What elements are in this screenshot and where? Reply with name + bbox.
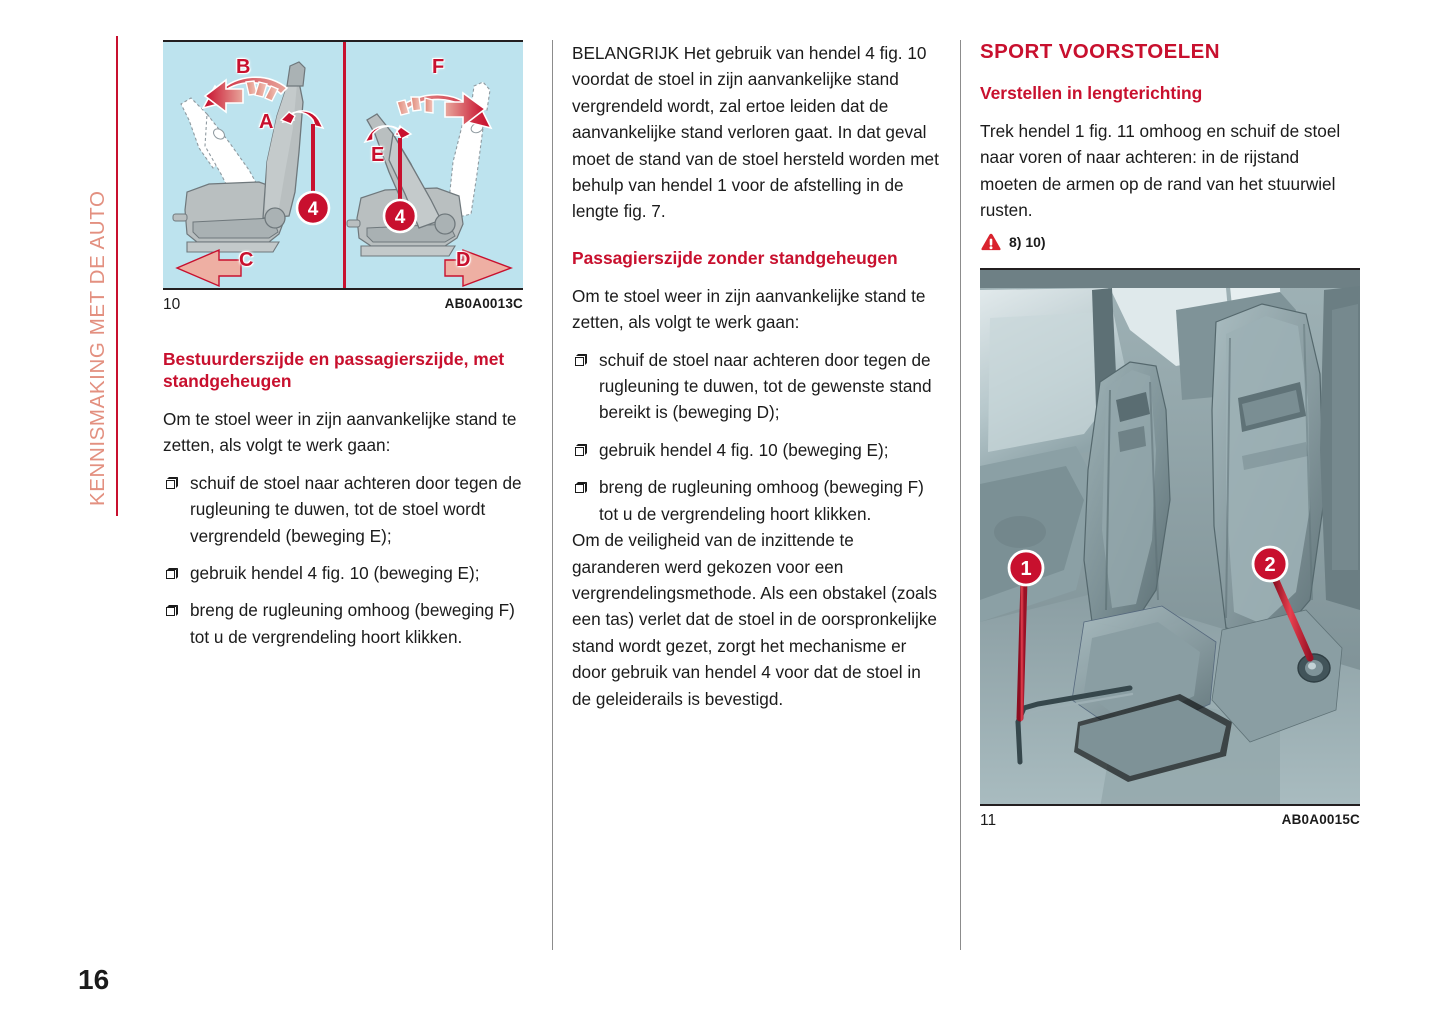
- section-title: SPORT VOORSTOELEN: [980, 40, 1220, 63]
- warning-reference-text: 8) 10): [1009, 233, 1046, 250]
- left-column-intro: Om te stoel weer in zijn aanvankelijke stand te zetten, als volgt te werk gaan:: [163, 409, 517, 456]
- figure-10-caption: [163, 290, 523, 320]
- figure-10-label-B: B: [236, 56, 251, 78]
- cube-bullet-icon: [575, 444, 586, 455]
- list-item-text: breng de rugleuning omhoog (beweging F) tot u de vergrendeling hoort klikken.: [599, 477, 924, 524]
- figure-10: [163, 40, 523, 320]
- list-item: [163, 470, 523, 549]
- chapter-side-tab-label: KENNISMAKING MET DE AUTO: [86, 190, 109, 506]
- list-item-text: schuif de stoel naar achteren door tegen de rugleuning te duwen, tot de gewenste stand bereikt is (beweging D);: [599, 349, 932, 423]
- figure-10-number: 10: [163, 296, 181, 313]
- column-divider-right: [960, 40, 961, 950]
- list-item: [163, 560, 523, 586]
- list-item: [572, 437, 944, 463]
- figure-11-code: AB0A0015C: [1281, 811, 1360, 827]
- right-column-paragraph: Trek hendel 1 fig. 11 omhoog en schuif de stoel naar voren of naar achteren: in de rijstand moeten de armen op de rand van het stuurwiel rusten.: [980, 121, 1341, 221]
- important-paragraph: BELANGRIJK Het gebruik van hendel 4 fig. 10 voordat de stoel in zijn aanvankelijke stand vergrendeld wordt, zal ertoe leiden dat de aanvankelijke stand verloren gaat. In dat geval moet de stand van de stoel hersteld worden met behulp van hendel 1 voor de afstelling in de lengte fig. 7.: [572, 43, 939, 222]
- figure-10-label-A: A: [259, 111, 274, 133]
- middle-column: [572, 40, 944, 723]
- middle-column-intro: Om te stoel weer in zijn aanvankelijke stand te zetten, als volgt te werk gaan:: [572, 285, 926, 333]
- list-item-text: breng de rugleuning omhoog (beweging F) tot u de vergrendeling hoort klikken.: [190, 600, 515, 647]
- page-number: 16: [78, 964, 110, 995]
- chapter-side-tab-rule: [116, 36, 118, 516]
- cube-bullet-icon: [575, 481, 586, 492]
- svg-text:1: 1: [1020, 557, 1032, 580]
- middle-column-heading: Passagierszijde zonder standgeheugen: [572, 247, 898, 268]
- figure-10-label-E: E: [371, 144, 385, 166]
- cube-bullet-icon: [575, 354, 586, 365]
- list-item: [572, 347, 944, 426]
- figure-10-label-F: F: [432, 56, 445, 78]
- figure-10-label-C: C: [239, 249, 254, 271]
- list-item-text: gebruik hendel 4 fig. 10 (beweging E);: [190, 563, 480, 584]
- cube-bullet-icon: [166, 567, 177, 578]
- list-item-text: schuif de stoel naar achteren door tegen de rugleuning te duwen, tot de stoel wordt vergrendeld (beweging E);: [190, 472, 522, 546]
- svg-text:2: 2: [1264, 553, 1276, 576]
- sport-seats-photograph: [980, 270, 1360, 806]
- figure-10-illustration: [163, 40, 523, 290]
- cube-bullet-icon: [166, 477, 177, 488]
- svg-text:4: 4: [394, 207, 406, 228]
- column-divider-left: [552, 40, 553, 950]
- right-column: [980, 40, 1360, 836]
- right-column-subheading: Verstellen in lengterichting: [980, 83, 1203, 103]
- svg-text:4: 4: [307, 199, 319, 220]
- list-item: [163, 597, 523, 650]
- chapter-side-tab: [78, 36, 118, 516]
- list-item: [572, 474, 944, 527]
- list-item-text: gebruik hendel 4 fig. 10 (beweging E);: [599, 439, 889, 460]
- warning-reference-line: [980, 230, 1360, 254]
- middle-column-closing: Om de veiligheid van de inzittende te garanderen werd gekozen voor een vergrendelingsmethode. Als een obstakel (zoals een tas) verlet dat de stoel in de oorspronkelijke stand wordt gezet, zorgt het mechanisme er door gebruik van hendel 4 voor dat de stoel in de geleiderails is bevestigd.: [572, 530, 937, 709]
- warning-triangle-icon: [980, 232, 1002, 252]
- figure-11: [980, 268, 1360, 836]
- figure-11-number: 11: [980, 811, 997, 829]
- left-column-heading: Bestuurderszijde en passagierszijde, met standgeheugen: [163, 349, 505, 391]
- figure-10-code: AB0A0013C: [444, 296, 523, 311]
- figure-11-photo: [980, 268, 1360, 806]
- left-column: [163, 40, 523, 661]
- figure-10-label-D: D: [456, 249, 471, 271]
- cube-bullet-icon: [166, 604, 177, 615]
- figure-11-caption: [980, 806, 1360, 836]
